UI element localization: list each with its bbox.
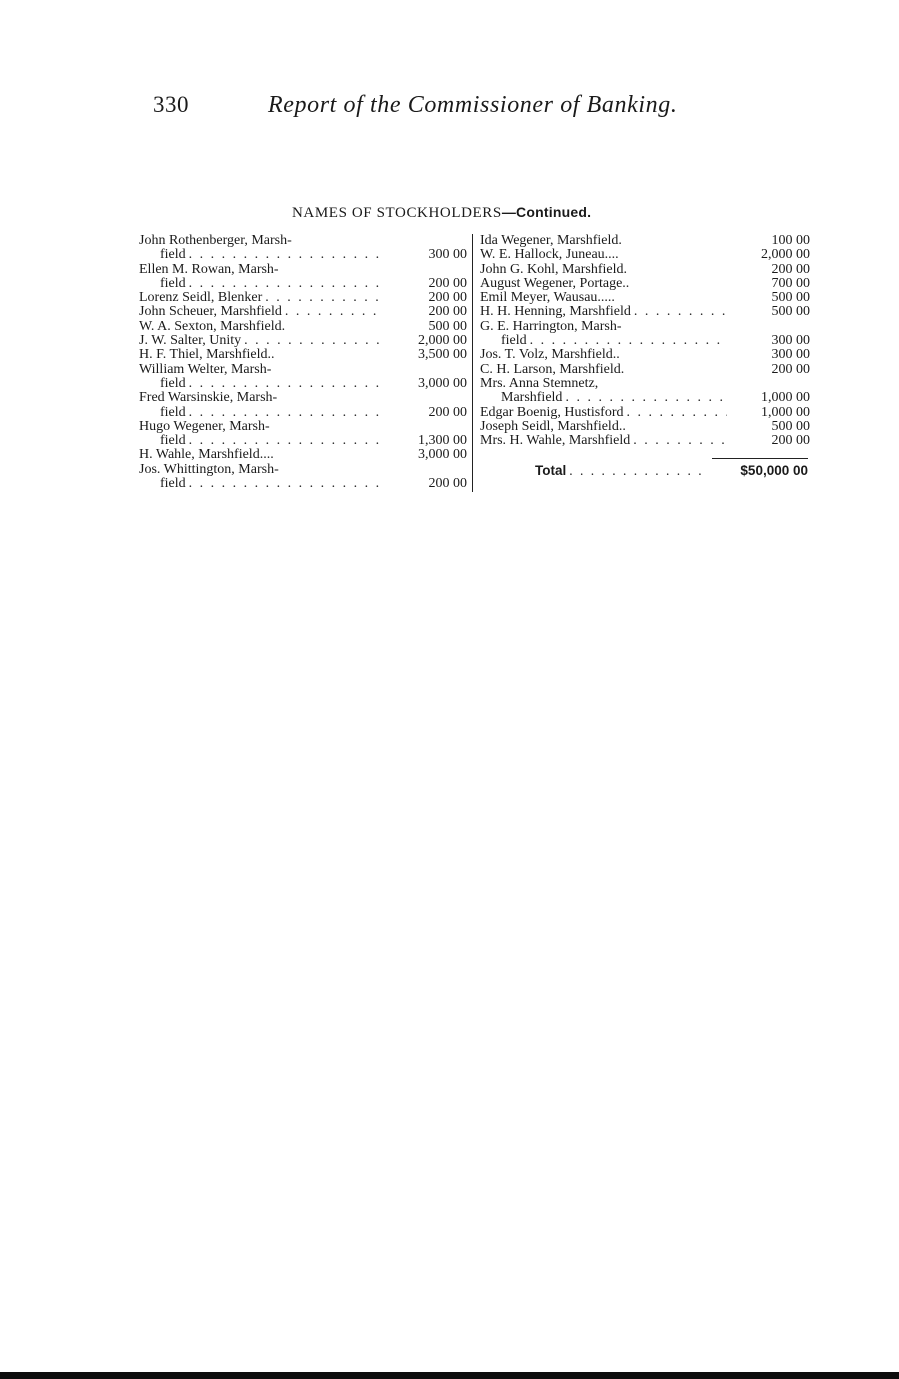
dot-leader bbox=[189, 434, 384, 448]
stock-amount: 500 00 bbox=[771, 304, 810, 320]
section-heading bbox=[292, 204, 591, 222]
stockholder-name: Joseph Seidl, Marshfield.. bbox=[480, 418, 626, 434]
stockholder-entry bbox=[139, 291, 467, 305]
section-heading-continued: —Continued. bbox=[501, 204, 592, 220]
dot-leader bbox=[565, 391, 727, 405]
stockholder-name: Mrs. H. Wahle, Marshfield bbox=[480, 433, 631, 449]
stockholder-name: Lorenz Seidl, Blenker bbox=[139, 290, 263, 306]
stockholder-entry bbox=[139, 334, 467, 348]
entry-line bbox=[139, 434, 467, 448]
stockholder-entry bbox=[139, 348, 467, 362]
stock-amount: 700 00 bbox=[771, 275, 810, 291]
stock-amount: 1,000 00 bbox=[761, 404, 810, 420]
entry-line bbox=[139, 263, 467, 277]
bottom-page-edge bbox=[0, 1372, 899, 1379]
stock-amount: 1,000 00 bbox=[761, 390, 810, 406]
entry-line bbox=[139, 234, 467, 248]
stockholder-entry bbox=[480, 420, 810, 434]
stock-amount: 200 00 bbox=[428, 290, 467, 306]
stock-amount: 200 00 bbox=[771, 261, 810, 277]
stockholder-entry bbox=[139, 263, 467, 292]
dot-leader bbox=[285, 305, 384, 319]
stock-amount: 3,000 00 bbox=[418, 375, 467, 391]
dot-leader bbox=[633, 434, 727, 448]
total-label: Total bbox=[535, 463, 567, 478]
stockholder-name: Jos. Whittington, Marsh- bbox=[139, 461, 279, 477]
stockholder-entry bbox=[139, 420, 467, 449]
entry-line bbox=[480, 377, 810, 391]
stockholder-entry bbox=[480, 320, 810, 349]
stockholder-entry bbox=[480, 277, 810, 291]
stockholder-name: Mrs. Anna Stemnetz, bbox=[480, 375, 599, 391]
stockholder-entry bbox=[480, 348, 810, 362]
entry-line bbox=[480, 291, 810, 305]
stockholder-entry bbox=[480, 363, 810, 377]
stockholder-name: John G. Kohl, Marshfield. bbox=[480, 261, 627, 277]
stockholder-name: C. H. Larson, Marshfield. bbox=[480, 361, 625, 377]
stockholder-entry bbox=[480, 248, 810, 262]
stockholder-entry bbox=[480, 234, 810, 248]
stock-amount: 300 00 bbox=[428, 247, 467, 263]
total-rule bbox=[712, 458, 808, 459]
right-stockholder-column bbox=[480, 234, 810, 448]
stock-amount: 200 00 bbox=[428, 476, 467, 492]
stock-amount: 500 00 bbox=[428, 318, 467, 334]
dot-leader bbox=[626, 406, 727, 420]
dot-leader bbox=[189, 477, 384, 491]
entry-line bbox=[139, 420, 467, 434]
stock-amount: 500 00 bbox=[771, 418, 810, 434]
stock-amount: 3,500 00 bbox=[418, 347, 467, 363]
stock-amount: 200 00 bbox=[771, 433, 810, 449]
entry-line bbox=[480, 406, 810, 420]
total-row bbox=[535, 463, 808, 479]
stockholder-entry bbox=[139, 234, 467, 263]
dot-leader bbox=[634, 305, 727, 319]
stock-amount: 3,000 00 bbox=[418, 447, 467, 463]
entry-line bbox=[139, 348, 467, 362]
stockholder-name: J. W. Salter, Unity bbox=[139, 333, 242, 349]
stockholder-name: H. H. Henning, Marshfield bbox=[480, 304, 631, 320]
stockholder-entry bbox=[139, 363, 467, 392]
entry-line bbox=[139, 406, 467, 420]
dot-leader bbox=[189, 277, 384, 291]
stockholder-name: field bbox=[501, 333, 527, 349]
stock-amount: 300 00 bbox=[771, 333, 810, 349]
stockholder-name: John Scheuer, Marshfield bbox=[139, 304, 282, 320]
stock-amount: 300 00 bbox=[771, 347, 810, 363]
dot-leader bbox=[189, 377, 384, 391]
column-divider bbox=[472, 234, 473, 492]
entry-line bbox=[480, 363, 810, 377]
dot-leader bbox=[189, 248, 384, 262]
entry-line bbox=[480, 420, 810, 434]
running-title: Report of the Commissioner of Banking. bbox=[268, 92, 678, 118]
stockholder-name: Jos. T. Volz, Marshfield.. bbox=[480, 347, 620, 363]
entry-line bbox=[139, 334, 467, 348]
stockholder-name: August Wegener, Portage.. bbox=[480, 275, 630, 291]
stockholder-name: field bbox=[160, 404, 186, 420]
entry-line bbox=[139, 463, 467, 477]
stockholder-name: field bbox=[160, 476, 186, 492]
stock-amount: 100 00 bbox=[771, 233, 810, 248]
entry-line bbox=[480, 434, 810, 448]
stockholder-name: H. Wahle, Marshfield.... bbox=[139, 447, 274, 463]
stockholder-name: W. E. Hallock, Juneau.... bbox=[480, 247, 619, 263]
entry-line bbox=[139, 391, 467, 405]
stockholder-name: field bbox=[160, 247, 186, 263]
stockholder-name: H. F. Thiel, Marshfield.. bbox=[139, 347, 275, 363]
stockholder-name: Edgar Boenig, Hustisford bbox=[480, 404, 624, 420]
dot-leader bbox=[244, 334, 384, 348]
stockholder-name: field bbox=[160, 275, 186, 291]
stockholder-name: Hugo Wegener, Marsh- bbox=[139, 418, 270, 434]
dot-leader bbox=[530, 334, 727, 348]
stockholder-name: Emil Meyer, Wausau..... bbox=[480, 290, 615, 306]
entry-line bbox=[480, 305, 810, 319]
stock-amount: 1,300 00 bbox=[418, 433, 467, 449]
stockholder-name: W. A. Sexton, Marshfield. bbox=[139, 318, 286, 334]
stock-amount: 200 00 bbox=[428, 404, 467, 420]
page-number: 330 bbox=[153, 92, 189, 117]
stockholder-entry bbox=[480, 377, 810, 406]
stockholder-entry bbox=[480, 434, 810, 448]
total-amount: $50,000 00 bbox=[740, 463, 808, 478]
stockholder-entry bbox=[480, 406, 810, 420]
entry-line bbox=[480, 391, 810, 405]
stock-amount: 200 00 bbox=[428, 275, 467, 291]
stockholder-entry bbox=[139, 448, 467, 462]
stockholder-entry bbox=[139, 320, 467, 334]
stock-amount: 200 00 bbox=[771, 361, 810, 377]
entry-line bbox=[480, 234, 810, 248]
entry-line bbox=[480, 277, 810, 291]
stockholder-entry bbox=[480, 263, 810, 277]
stockholder-entry bbox=[480, 291, 810, 305]
stockholder-name: field bbox=[160, 433, 186, 449]
stockholder-name: Ellen M. Rowan, Marsh- bbox=[139, 261, 279, 277]
entry-line bbox=[139, 477, 467, 491]
entry-line bbox=[139, 320, 467, 334]
entry-line bbox=[480, 348, 810, 362]
dot-leader bbox=[189, 406, 384, 420]
stockholder-name: John Rothenberger, Marsh- bbox=[139, 233, 292, 248]
stock-amount: 200 00 bbox=[428, 304, 467, 320]
entry-line bbox=[139, 363, 467, 377]
stockholder-name: G. E. Harrington, Marsh- bbox=[480, 318, 622, 334]
stockholder-name: William Welter, Marsh- bbox=[139, 361, 272, 377]
entry-line bbox=[139, 277, 467, 291]
stockholder-entry bbox=[480, 305, 810, 319]
left-stockholder-column bbox=[139, 234, 467, 491]
entry-line bbox=[139, 248, 467, 262]
stockholder-name: Marshfield bbox=[501, 390, 563, 406]
entry-line bbox=[480, 248, 810, 262]
entry-line bbox=[139, 448, 467, 462]
stock-amount: 2,000 00 bbox=[418, 333, 467, 349]
section-heading-text: NAMES OF STOCKHOLDERS bbox=[292, 205, 502, 221]
entry-line bbox=[480, 320, 810, 334]
stockholder-name: Fred Warsinskie, Marsh- bbox=[139, 390, 278, 406]
stockholder-entry bbox=[139, 305, 467, 319]
stockholder-name: Ida Wegener, Marshfield. bbox=[480, 233, 622, 248]
stock-amount: 2,000 00 bbox=[761, 247, 810, 263]
entry-line bbox=[139, 305, 467, 319]
stockholder-entry bbox=[139, 463, 467, 492]
total-leader bbox=[569, 463, 709, 479]
entry-line bbox=[480, 263, 810, 277]
entry-line bbox=[480, 334, 810, 348]
entry-line bbox=[139, 291, 467, 305]
stockholder-entry bbox=[139, 391, 467, 420]
stockholder-name: field bbox=[160, 375, 186, 391]
dot-leader bbox=[265, 291, 384, 305]
entry-line bbox=[139, 377, 467, 391]
stock-amount: 500 00 bbox=[771, 290, 810, 306]
